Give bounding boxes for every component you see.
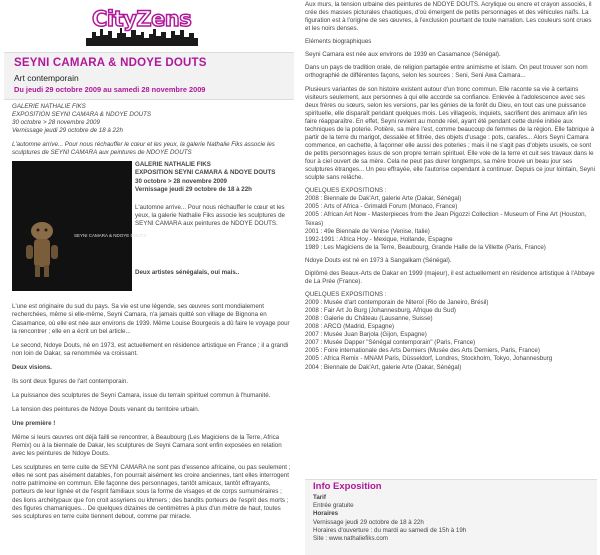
paragraph-ndoye: Le second, Ndoye Douts, né en 1973, est actuellement en résidence artistique en France ; il a grandi non loin de Dakar, sa renommée va croissant. bbox=[12, 341, 289, 357]
bio-ndoye-birth: Ndoye Douts est né en 1973 à Sangalkam (Sénégal). bbox=[305, 256, 452, 264]
event-title: SEYNI CAMARA & NDOYE DOUTS bbox=[14, 57, 207, 69]
paragraph-puissance: La puissance des sculptures de Seyni Camara, issue du terrain spirituel commun à l'humanité. bbox=[12, 391, 271, 399]
list-item: 2005 : Africa Remix - MNAM Paris, Düsseldorf, Londres, Stockholm, Tokyo, Johannesburg bbox=[305, 355, 553, 363]
meta-exhibition: EXPOSITION SEYNI CAMARA & NDOYE DOUTS bbox=[12, 111, 152, 119]
meta-vernissage: Vernissage jeudi 29 octobre de 18 à 22h bbox=[12, 127, 123, 135]
list-item: 1989 : Les Magiciens de la Terre, Beaubourg, Grande Halle de la Villette (Paris, France) bbox=[305, 243, 546, 251]
tarif-value: Entrée gratuite bbox=[313, 502, 354, 510]
feature-block bbox=[12, 161, 292, 297]
expo-list-seyni bbox=[305, 195, 597, 251]
article-body bbox=[12, 103, 292, 521]
list-item: 2008 : ARCO (Madrid, Espagne) bbox=[305, 323, 395, 331]
list-item: 2005 : Foire internationale des Arts Derniers (Musée des Arts Derniers, Paris, France) bbox=[305, 347, 540, 355]
event-category: Art contemporain bbox=[14, 72, 79, 83]
paragraph-rencontre: Même si leurs œuvres ont déjà failli se rencontrer, à Beaubourg (Les Magiciens de la Terre, Africa Remix) ou à la biennale de Dakar, les sculptures de Seyni Camara sont enfin exposées en relation avec les peintures de Ndoye Douts. bbox=[12, 434, 282, 458]
bio-heading: Eléments biographiques bbox=[305, 38, 372, 46]
image-caption: SEYNI CAMARA & NDOYE DOUTS bbox=[74, 233, 147, 239]
vernissage-value: Vernissage jeudi 29 octobre de 18 à 22h bbox=[313, 518, 424, 526]
left-column bbox=[4, 0, 294, 555]
paragraph-seyni: L'une est originaire du sud du pays. Sa vie est une légende, ses œuvres sont mondialement recherchées, même si elle-même, Seyni Camara, n'a jamais quitté son village de Bignona en Casamance, où elle est née aux environs de 1939. Même Louise Bourgeois a dû faire le voyage pour la rencontrer ; elle en a écrit un bel article... bbox=[12, 303, 290, 335]
expo-heading-seyni: QUELQUES EXPOSITIONS : bbox=[305, 187, 387, 195]
feature-text bbox=[135, 161, 293, 277]
sculpture-image[interactable] bbox=[12, 161, 147, 291]
feature-exhibition: EXPOSITION SEYNI CAMARA & NDOYE DOUTS bbox=[135, 169, 276, 177]
list-item: 2005 : African Art Now - Masterpieces from the Jean Pigozzi Collection - Museum of Fine Art (Houston, Texas) bbox=[305, 211, 587, 227]
list-item: 2001 : 49e Biennale de Venise (Venise, Italie) bbox=[305, 227, 430, 235]
feature-vernissage: Vernissage jeudi 29 octobre de 18 à 22h bbox=[135, 185, 252, 193]
right-body bbox=[305, 0, 597, 372]
feature-subheading: Deux artistes sénégalais, oui mais.. bbox=[135, 269, 240, 277]
right-column bbox=[305, 0, 597, 555]
bio-seyni-story: Plusieurs variantes de son histoire existent autour d'un tronc commun. Elle raconte sa vie à certains visiteurs seulement, aux personnes à qui elle accorde sa confiance. Enlevée à l'adolescence avec ses deux frères ou sœurs, selon les versions, par les génies de la forêt du Dieu, en tout cas une puissance spirituelle, elle disparaît pendant quelques mois. Les villageois, inquiets, sacrifient des animaux afin les faire réapparaître. En effet, Seyni revient au monde réel, ayant été pendant cette durée initiée aux techniques de la poterie. Potière, sa mère l'est, comme beaucoup de femmes de la région. Elle fabrique à partir de la terre du marigot, dessalée et filtrée, des objets d'usage : pots, carafes... Alors Seyni Camara commence, en cachette, à façonner elle aussi des poteries ; mais il ne s'agit pas d'objets usuels, ce sont de petits personnages issus de son propre terrain spirituel. Elle vole de la terre et cuit ses travaux dans le four à ciel ouvert de sa mère. Cela ne peut pas durer longtemps, sa mère trouve un beau jour ses sculptures étranges... Un peu effrayée, elle l'autorise cependant à continuer. Depuis ce jour lointain, Seyni sculpte sans relâche. bbox=[305, 85, 595, 182]
cityzens-logo[interactable] bbox=[86, 4, 198, 50]
meta-gallery: GALERIE NATHALIE FIKS bbox=[12, 103, 86, 110]
website-link[interactable]: Site : www.nathaliefiks.com bbox=[313, 534, 388, 542]
feature-gallery: GALERIE NATHALIE FIKS bbox=[135, 161, 211, 169]
horaires-value: Horaires d'ouverture : du mardi au samedi de 15h à 19h bbox=[313, 526, 467, 534]
paragraph-peintures: Aux murs, la tension urbaine des peintures de NDOYE DOUTS. Acrylique ou encre et crayon associés, il crée des masses picturales chaotiques, d'où émergent de petits personnages et des véhicules naïfs. La figuration est à l'origine de ses œuvres, à l'exclusion pourtant de toute narration. Les couleurs sont crues et les noirs denses. bbox=[305, 1, 592, 33]
heading-visions: Deux visions. bbox=[12, 363, 52, 371]
list-item: 2008 : Galerie du Château (Lausanne, Suisse) bbox=[305, 315, 433, 323]
intro-text: L'automne arrive... Pour nous réchauffer le cœur et les yeux, la galerie Nathalie Fiks associe les sculptures de SEYNI CAMARA aux peintures de NDOYE DOUTS bbox=[12, 141, 275, 157]
list-item: 2005 : Arts of Africa - Grimaldi Forum (Monaco, France) bbox=[305, 203, 458, 211]
info-exposition-box bbox=[305, 479, 597, 555]
bio-ndoye-career: Diplômé des Beaux-Arts de Dakar en 1999 (majeur), il est actuellement en résidence artistique à l'Abbaye de La Prée (France). bbox=[305, 269, 595, 285]
list-item: 2007 : Musée Dapper "Sénégal contemporain" (Paris, France) bbox=[305, 339, 476, 347]
paragraph-figures: Ils sont deux figures de l'art contemporain. bbox=[12, 377, 129, 385]
bio-seyni-origin: Dans un pays de tradition orale, de religion partagée entre animisme et islam. On peut trouver son nom orthographié de différentes façons, selon les sources : Seni, Seni Awa Camara... bbox=[305, 64, 588, 80]
logo-text: CityZens bbox=[92, 7, 192, 31]
paragraph-sculptures: Les sculptures en terre cuite de SEYNI CAMARA ne sont pas d'essence africaine, ou pas seulement ; elles ne sont pas aisément datables, l'on pourrait aisément les croire anciennes, tant elles interrogent notre patrimoine en commun. Elle façonne des personnages, tantôt amicaux, tantôt effrayants, porteurs de leur lignée et de l'esprit familiaux sous la forme de visages et de corps surnuméraires ; des lions archétypaux que l'on croit assyriens ou khmers ; des bandits porteurs de l'esprit des morts ; des figures chamaniques... De quelques dizaines de centimètres à plus d'un mètre de haut, toutes ses sculptures en terre cuite tiennent debout, comme par miracle. bbox=[12, 464, 291, 520]
list-item: 2008 : Fair Art Jo Burg (Johannesburg, Afrique du Sud) bbox=[305, 307, 456, 315]
horaires-label: Horaires bbox=[313, 510, 339, 518]
list-item: 2004 : Biennale de Dak'Art, galerie Arte (Dakar, Sénégal) bbox=[305, 363, 462, 371]
list-item: 2009 : Musée d'art contemporain de Niteroï (Rio de Janeiro, Brésil) bbox=[305, 299, 489, 306]
expo-list-ndoye bbox=[305, 299, 597, 372]
bio-seyni-birth: Seyni Camara est née aux environs de 1939 en Casamance (Sénégal). bbox=[305, 51, 501, 59]
list-item: 2007 : Musée Juan Barjola (Gijon, Espagne) bbox=[305, 331, 427, 339]
list-item: 2008 : Biennale de Dak'Art, galerie Arte (Dakar, Sénégal) bbox=[305, 195, 462, 203]
feature-dates: 30 octobre > 28 novembre 2009 bbox=[135, 177, 227, 185]
expo-heading-ndoye: QUELQUES EXPOSITIONS : bbox=[305, 290, 387, 298]
main-text bbox=[12, 303, 292, 520]
event-header bbox=[4, 52, 294, 100]
list-item: 1992-1991 : Africa Hoy - Mexique, Hollande, Espagne bbox=[305, 235, 453, 243]
info-list bbox=[313, 494, 597, 542]
heading-premiere: Une première ! bbox=[12, 420, 56, 427]
event-meta bbox=[12, 103, 292, 135]
feature-paragraph: L'automne arrive... Pour nous réchauffer le cœur et les yeux, la galerie Nathalie Fiks associe les sculptures de SEYNI CAMARA aux peintures de NDOYE DOUTS. bbox=[135, 203, 285, 227]
tarif-label: Tarif bbox=[313, 494, 326, 502]
meta-dates: 30 octobre > 28 novembre 2009 bbox=[12, 119, 100, 127]
info-title: Info Exposition bbox=[313, 481, 382, 492]
paragraph-tension: La tension des peintures de Ndoye Douts venant du territoire urbain. bbox=[12, 405, 200, 413]
event-dates: Du jeudi 29 octobre 2009 au samedi 28 novembre 2009 bbox=[14, 84, 206, 94]
